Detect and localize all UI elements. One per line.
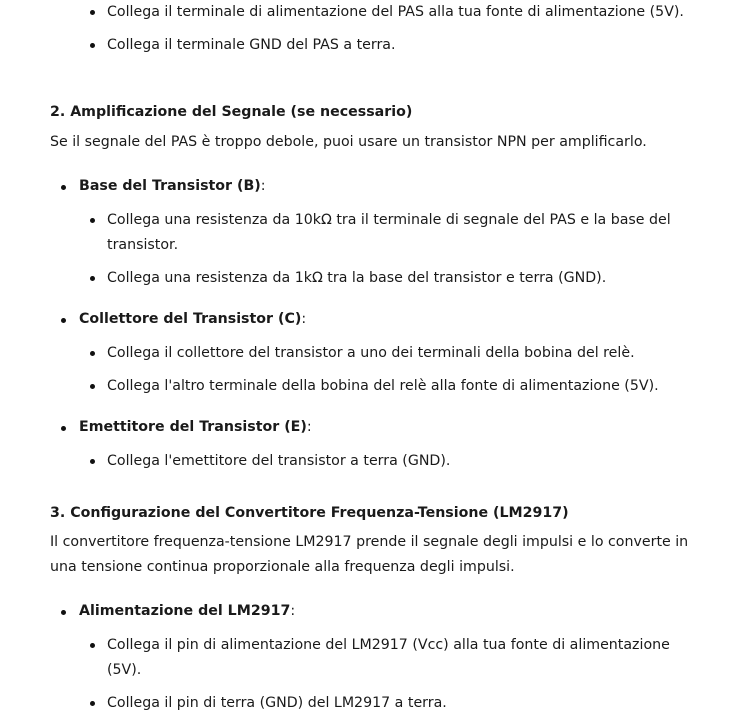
item-suffix: : [260,178,266,194]
list-item: Collega il terminale GND del PAS a terra. [50,33,690,58]
top-sublist [50,0,690,58]
list-item: Collega il collettore del transistor a uno dei terminali della bobina del relè. [50,341,690,366]
list-item: Collega l'altro terminale della bobina del relè alla fonte di alimentazione (5V). [50,374,690,399]
section2-list [50,175,690,474]
list-item: Collega l'emettitore del transistor a terra (GND). [50,449,690,474]
section3-list [50,600,690,716]
section-heading: 2. Amplificazione del Segnale (se necessario) [50,104,413,120]
list-item-base [50,175,690,291]
list-item: Collega il pin di alimentazione del LM2917 (Vcc) alla tua fonte di alimentazione (5V). [50,633,690,683]
section-intro: Il convertitore frequenza-tensione LM2917 prende il segnale degli impulsi e lo converte in una tensione continua proporzionale alla frequenza degli impulsi. [50,534,689,575]
list-item: Collega il terminale di alimentazione del PAS alla tua fonte di alimentazione (5V). [50,0,690,25]
item-suffix: : [306,419,312,435]
item-label: Base del Transistor (B) [79,178,261,194]
item-label: Emettitore del Transistor (E) [79,419,307,435]
list-item: Collega una resistenza da 10kΩ tra il terminale di segnale del PAS e la base del transistor. [50,208,690,258]
item-suffix: : [290,603,296,619]
list-item-emitter [50,416,690,474]
item-suffix: : [301,311,307,327]
list-item-lm2917-power [50,600,690,716]
sublist [50,633,690,716]
item-label: Collettore del Transistor (C) [79,311,302,327]
sublist [50,449,690,474]
list-item: Collega il pin di terra (GND) del LM2917 a terra. [50,691,690,716]
list-item: Collega una resistenza da 1kΩ tra la base del transistor e terra (GND). [50,266,690,291]
list-item-collector [50,308,690,399]
item-label: Alimentazione del LM2917 [79,603,291,619]
sublist [50,341,690,399]
section-intro: Se il segnale del PAS è troppo debole, puoi usare un transistor NPN per amplificarlo. [50,134,647,150]
section-heading: 3. Configurazione del Convertitore Frequenza-Tensione (LM2917) [50,505,569,521]
sublist [50,208,690,291]
